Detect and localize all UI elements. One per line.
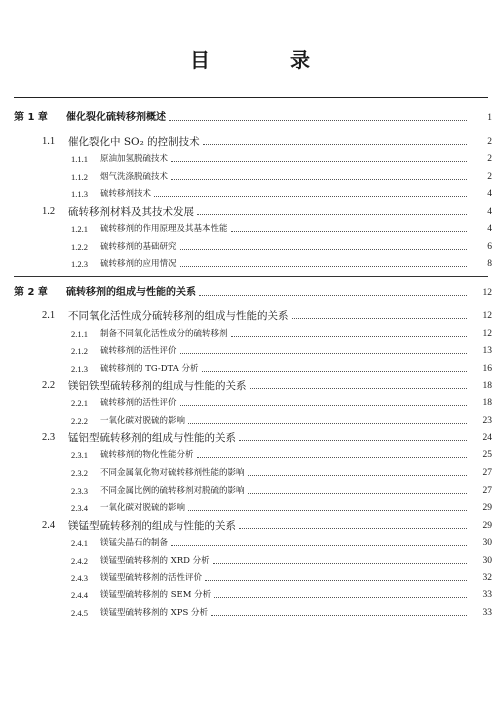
toc-entry-page: 4 [487,224,492,234]
toc-entry-title: 催化裂化硫转移剂概述 [66,112,166,123]
toc-entry-title: 硫转移剂的活性评价 [100,346,177,356]
toc-entry-title: 镁锰型硫转移剂的 SEM 分析 [100,590,212,600]
toc-entry-title: 镁锰型硫转移剂的活性评价 [100,573,203,583]
toc-entry-page: 4 [487,207,492,217]
toc-entry-number: 1.2.2 [71,242,88,252]
toc-entry-number: 2.3.4 [71,503,88,513]
toc-entry-number: 2.4.3 [71,573,88,583]
toc-entry-page: 12 [482,288,492,298]
toc-entry-title: 不同金属氧化物对硫转移剂性能的影响 [100,468,245,478]
dot-leader [213,562,467,564]
dot-leader [205,579,467,581]
chapter-divider [14,276,488,277]
dot-leader [211,614,467,616]
toc-entry-subsection[interactable] [0,481,500,497]
toc-entry-section[interactable] [0,202,500,218]
toc-entry-number: 2.4.2 [71,556,88,566]
dot-leader [197,456,467,458]
toc-entry-subsection[interactable] [0,551,500,567]
toc-entry-subsection[interactable] [0,167,500,183]
toc-entry-title: 硫转移剂的作用原理及其基本性能 [100,224,228,234]
dot-leader [154,195,467,197]
toc-entry-page: 2 [487,172,492,182]
toc-entry-subsection[interactable] [0,411,500,427]
top-divider [14,97,488,98]
toc-entry-number: 2.4.4 [71,590,88,600]
toc-entry-title: 不同氧化活性成分硫转移剂的组成与性能的关系 [68,310,289,322]
toc-entry-subsection[interactable] [0,445,500,461]
toc-entry-title: 硫转移剂的基础研究 [100,242,177,252]
toc-entry-number: 1.1.3 [71,189,88,199]
toc-entry-page: 2 [487,137,492,147]
toc-entry-number: 第 1 章 [14,112,48,123]
toc-entry-title: 催化裂化中 SO₂ 的控制技术 [68,136,200,148]
toc-entry-title: 硫转移剂技术 [100,189,152,199]
toc-entry-number: 2.2.2 [71,416,88,426]
toc-entry-page: 32 [482,573,492,583]
toc-entry-subsection[interactable] [0,219,500,235]
toc-entry-number: 1.1.2 [71,172,88,182]
toc-entry-number: 2.4 [42,520,56,531]
dot-leader [214,596,467,598]
toc-entry-number: 2.3.2 [71,468,88,478]
toc-entry-title: 镁锰型硫转移剂的 XPS 分析 [100,608,208,618]
toc-entry-title: 硫转移剂的组成与性能的关系 [66,287,196,298]
toc-entry-number: 1.1 [42,136,56,147]
toc-entry-number: 2.1.3 [71,364,88,374]
toc-entry-page: 16 [482,364,492,374]
toc-entry-title: 镁锰型硫转移剂的组成与性能的关系 [68,520,236,532]
dot-leader [248,474,467,476]
dot-leader [188,509,467,511]
toc-entry-subsection[interactable] [0,393,500,409]
dot-leader [239,439,467,441]
toc-entry-number: 第 2 章 [14,287,48,298]
dot-leader [180,352,467,354]
toc-entry-number: 2.1.1 [71,329,88,339]
toc-entry-number: 2.2 [42,380,56,391]
dot-leader [180,248,467,250]
dot-leader [171,178,467,180]
toc-entry-number: 2.3 [42,432,56,443]
dot-leader [169,119,467,121]
toc-entry-section[interactable] [0,132,500,148]
dot-leader [250,387,468,389]
dot-leader [180,404,467,406]
toc-entry-page: 33 [482,590,492,600]
toc-entry-page: 6 [487,242,492,252]
toc-entry-title: 镁锰型硫转移剂的 XRD 分析 [100,556,210,566]
dot-leader [197,213,467,215]
toc-entry-subsection[interactable] [0,184,500,200]
dot-leader [199,294,467,296]
toc-entry-number: 2.4.5 [71,608,88,618]
toc-entry-page: 29 [482,503,492,513]
dot-leader [231,230,467,232]
toc-entry-section[interactable] [0,306,500,322]
toc-entry-title: 锰铝型硫转移剂的组成与性能的关系 [68,432,236,444]
toc-entry-number: 1.2.3 [71,259,88,269]
toc-entry-number: 1.1.1 [71,154,88,164]
dot-leader [292,317,468,319]
dot-leader [171,544,467,546]
toc-entry-subsection[interactable] [0,585,500,601]
toc-entry-page: 27 [482,468,492,478]
toc-entry-title: 硫转移剂的 TG-DTA 分析 [100,364,199,374]
toc-entry-title: 原油加氢脱硫技术 [100,154,169,164]
dot-leader [248,492,467,494]
toc-entry-page: 12 [482,329,492,339]
toc-entry-section[interactable] [0,516,500,532]
toc-entry-subsection[interactable] [0,341,500,357]
toc-entry-title: 烟气洗涤脱硫技术 [100,172,169,182]
toc-entry-page: 25 [482,450,492,460]
toc-entry-section[interactable] [0,428,500,444]
toc-entry-subsection[interactable] [0,568,500,584]
toc-entry-page: 30 [482,556,492,566]
toc-entry-title: 硫转移剂的活性评价 [100,398,177,408]
toc-entry-title: 一氧化碳对脱硫的影响 [100,503,186,513]
dot-leader [180,265,467,267]
toc-entry-page: 4 [487,189,492,199]
dot-leader [171,160,467,162]
toc-entry-chapter[interactable] [0,283,500,299]
toc-entry-title: 不同金属比例的硫转移剂对脱硫的影响 [100,486,245,496]
toc-entry-number: 2.1.2 [71,346,88,356]
toc-entry-number: 2.4.1 [71,538,88,548]
page-title: 目 录 [190,48,340,72]
toc-entry-title: 镁锰尖晶石的制备 [100,538,169,548]
dot-leader [203,143,467,145]
toc-entry-subsection[interactable] [0,463,500,479]
toc-entry-number: 1.2 [42,206,56,217]
toc-entry-title: 硫转移剂材料及其技术发展 [68,206,194,218]
dot-leader [188,422,467,424]
toc-entry-page: 12 [482,311,492,321]
toc-entry-page: 27 [482,486,492,496]
toc-entry-page: 18 [482,398,492,408]
dot-leader [202,370,467,372]
toc-entry-subsection[interactable] [0,149,500,165]
toc-entry-page: 24 [482,433,492,443]
dot-leader [231,335,467,337]
toc-entry-page: 2 [487,154,492,164]
toc-entry-title: 硫转移剂的应用情况 [100,259,177,269]
toc-entry-subsection[interactable] [0,254,500,270]
toc-entry-number: 1.2.1 [71,224,88,234]
toc-entry-chapter[interactable] [0,108,500,124]
toc-entry-page: 30 [482,538,492,548]
toc-entry-number: 2.3.1 [71,450,88,460]
toc-entry-page: 1 [487,113,492,123]
toc-entry-page: 8 [487,259,492,269]
toc-entry-page: 23 [482,416,492,426]
toc-entry-page: 18 [482,381,492,391]
toc-entry-subsection[interactable] [0,359,500,375]
toc-entry-page: 13 [482,346,492,356]
toc-entry-title: 镁铝铁型硫转移剂的组成与性能的关系 [68,380,247,392]
toc-entry-title: 一氧化碳对脱硫的影响 [100,416,186,426]
toc-entry-title: 硫转移剂的物化性能分析 [100,450,194,460]
toc-entry-subsection[interactable] [0,533,500,549]
toc-entry-page: 33 [482,608,492,618]
toc-entry-subsection[interactable] [0,237,500,253]
toc-entry-subsection[interactable] [0,498,500,514]
toc-entry-page: 29 [482,521,492,531]
toc-entry-number: 2.2.1 [71,398,88,408]
toc-entry-subsection[interactable] [0,603,500,619]
toc-entry-section[interactable] [0,376,500,392]
toc-entry-subsection[interactable] [0,324,500,340]
dot-leader [239,527,467,529]
toc-entry-title: 制备不同氧化活性成分的硫转移剂 [100,329,228,339]
toc-entry-number: 2.3.3 [71,486,88,496]
toc-entry-number: 2.1 [42,310,56,321]
